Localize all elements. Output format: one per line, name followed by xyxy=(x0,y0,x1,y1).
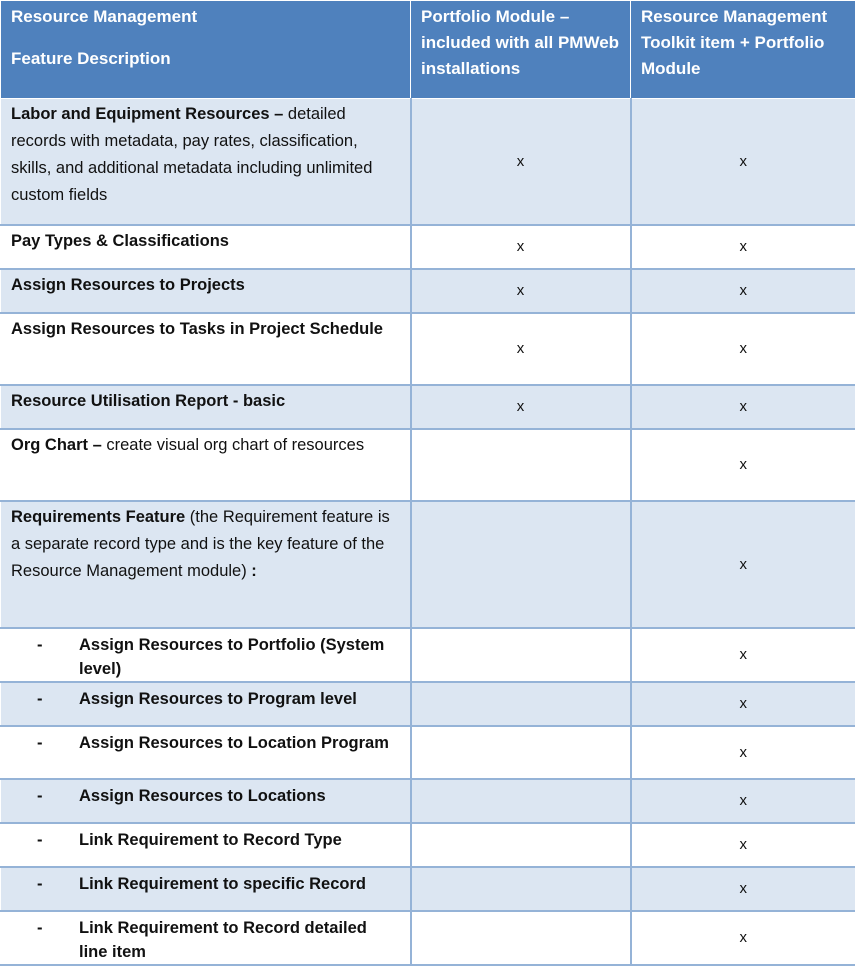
table-subrow xyxy=(1,867,855,911)
portfolio-mark xyxy=(411,823,631,867)
bullet-dash: - xyxy=(37,874,43,893)
feature-cell xyxy=(1,779,411,823)
table-subrow xyxy=(1,628,855,682)
portfolio-mark: x xyxy=(411,385,631,429)
feature-title: Org Chart – xyxy=(11,435,102,454)
feature-title: Requirements Feature xyxy=(11,507,186,526)
table-row xyxy=(1,269,855,313)
table-subrow xyxy=(1,726,855,779)
feature-cell xyxy=(1,628,411,682)
subfeature-label: Assign Resources to Location Program xyxy=(79,733,389,752)
table-subrow xyxy=(1,911,855,965)
toolkit-mark: x xyxy=(631,682,855,726)
portfolio-mark: x xyxy=(411,269,631,313)
header-col1-line1: Resource Management xyxy=(11,7,198,26)
feature-title: Labor and Equipment Resources – xyxy=(11,105,284,123)
toolkit-mark: x xyxy=(631,501,855,628)
table-row xyxy=(1,225,855,269)
header-row xyxy=(1,1,855,99)
subfeature-label: Assign Resources to Locations xyxy=(79,786,326,805)
feature-cell xyxy=(1,501,411,628)
subfeature-label: Assign Resources to Program level xyxy=(79,689,357,708)
toolkit-mark: x xyxy=(631,225,855,269)
feature-cell xyxy=(1,867,411,911)
subfeature-label: Link Requirement to Record Type xyxy=(79,830,342,849)
toolkit-mark: x xyxy=(631,429,855,501)
header-portfolio-module: Portfolio Module – included with all PMWeb installations xyxy=(411,1,631,99)
bullet-dash: - xyxy=(37,733,43,752)
table-subrow xyxy=(1,682,855,726)
header-col1-line2: Feature Description xyxy=(11,49,171,68)
feature-cell xyxy=(1,429,411,501)
toolkit-mark: x xyxy=(631,628,855,682)
feature-cell xyxy=(1,225,411,269)
subfeature-label: Link Requirement to Record detailed line item xyxy=(79,918,367,961)
feature-cell xyxy=(1,682,411,726)
table-row xyxy=(1,385,855,429)
feature-title: Resource Utilisation Report - basic xyxy=(11,391,286,410)
header-toolkit-module: Resource Management Toolkit item + Portfolio Module xyxy=(631,1,855,99)
toolkit-mark: x xyxy=(631,99,855,225)
toolkit-mark: x xyxy=(631,823,855,867)
feature-detail: detailed records with metadata, pay rates, classification, skills, and additional metadata including unlimited custom fields xyxy=(11,105,373,204)
toolkit-mark: x xyxy=(631,385,855,429)
portfolio-mark: x xyxy=(411,225,631,269)
bullet-dash: - xyxy=(37,635,43,654)
subfeature-label: Link Requirement to specific Record xyxy=(79,874,366,893)
header-feature-description xyxy=(1,1,411,99)
feature-title: Assign Resources to Tasks in Project Schedule xyxy=(11,319,383,338)
portfolio-mark xyxy=(411,726,631,779)
feature-cell xyxy=(1,313,411,385)
portfolio-mark xyxy=(411,911,631,965)
portfolio-mark: x xyxy=(411,99,631,225)
feature-cell xyxy=(1,385,411,429)
bullet-dash: - xyxy=(37,830,43,849)
subfeature-label: Assign Resources to Portfolio (System level) xyxy=(79,635,385,678)
feature-cell xyxy=(1,99,411,225)
bullet-dash: - xyxy=(37,689,43,708)
portfolio-mark xyxy=(411,682,631,726)
feature-detail: create visual org chart of resources xyxy=(101,435,365,454)
feature-cell xyxy=(1,269,411,313)
toolkit-mark: x xyxy=(631,726,855,779)
bullet-dash: - xyxy=(37,918,43,937)
feature-title: Pay Types & Classifications xyxy=(11,231,229,250)
feature-tail: : xyxy=(246,561,257,580)
toolkit-mark: x xyxy=(631,269,855,313)
feature-cell xyxy=(1,726,411,779)
table-row xyxy=(1,313,855,385)
portfolio-mark xyxy=(411,429,631,501)
toolkit-mark: x xyxy=(631,867,855,911)
table-row xyxy=(1,429,855,501)
table-row xyxy=(1,99,855,225)
toolkit-mark: x xyxy=(631,313,855,385)
feature-cell xyxy=(1,823,411,867)
feature-detail: (the Requirement feature is a separate record type and is the key feature of the Resource Management module) xyxy=(11,507,390,580)
toolkit-mark: x xyxy=(631,779,855,823)
bullet-dash: - xyxy=(37,786,43,805)
portfolio-mark xyxy=(411,628,631,682)
table-row xyxy=(1,501,855,628)
toolkit-mark: x xyxy=(631,911,855,965)
portfolio-mark xyxy=(411,501,631,628)
feature-cell xyxy=(1,911,411,965)
table-subrow xyxy=(1,823,855,867)
feature-title: Assign Resources to Projects xyxy=(11,275,245,294)
portfolio-mark xyxy=(411,867,631,911)
table-subrow xyxy=(1,779,855,823)
portfolio-mark: x xyxy=(411,313,631,385)
portfolio-mark xyxy=(411,779,631,823)
